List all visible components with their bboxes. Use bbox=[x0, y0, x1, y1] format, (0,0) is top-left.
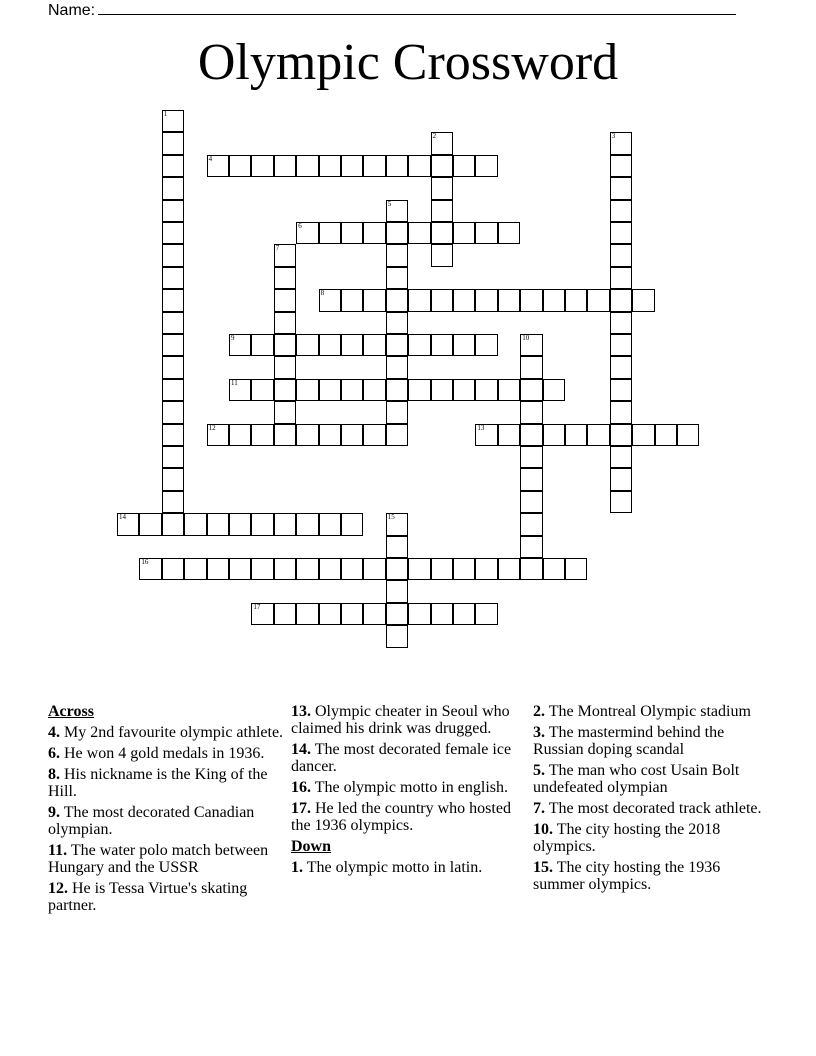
grid-cell[interactable] bbox=[341, 155, 363, 177]
grid-cell[interactable] bbox=[543, 379, 565, 401]
down-clue bbox=[533, 703, 763, 720]
grid-cell[interactable] bbox=[431, 289, 453, 311]
across-clue bbox=[48, 766, 284, 800]
grid-cell[interactable] bbox=[520, 491, 542, 513]
grid-cell[interactable] bbox=[162, 200, 184, 222]
grid-cell[interactable] bbox=[543, 424, 565, 446]
grid-cell[interactable] bbox=[386, 536, 408, 558]
grid-cell[interactable] bbox=[453, 222, 475, 244]
grid-cell[interactable] bbox=[386, 356, 408, 378]
grid-cell[interactable] bbox=[431, 177, 453, 199]
grid-cell[interactable] bbox=[162, 155, 184, 177]
grid-cell[interactable] bbox=[274, 513, 296, 535]
clue-text: Olympic cheater in Seoul who claimed his drink was drugged. bbox=[291, 703, 510, 737]
grid-cell[interactable] bbox=[229, 513, 251, 535]
clue-text: The olympic motto in english. bbox=[311, 779, 509, 796]
clue-number: 14. bbox=[291, 741, 311, 758]
grid-cell[interactable] bbox=[274, 312, 296, 334]
grid-cell[interactable] bbox=[431, 155, 453, 177]
grid-cell[interactable] bbox=[207, 155, 229, 177]
grid-cell[interactable] bbox=[251, 424, 273, 446]
grid-cell[interactable] bbox=[162, 110, 184, 132]
across-heading: Across bbox=[48, 703, 94, 720]
grid-cell[interactable] bbox=[139, 513, 161, 535]
grid-cell[interactable] bbox=[319, 289, 341, 311]
cell-number: 16 bbox=[141, 558, 149, 566]
grid-cell[interactable] bbox=[610, 312, 632, 334]
grid-cell[interactable] bbox=[431, 132, 453, 154]
grid-cell[interactable] bbox=[498, 289, 520, 311]
grid-cell[interactable] bbox=[274, 244, 296, 266]
grid-cell[interactable] bbox=[386, 244, 408, 266]
grid-cell[interactable] bbox=[363, 603, 385, 625]
grid-cell[interactable] bbox=[431, 334, 453, 356]
grid-cell[interactable] bbox=[386, 401, 408, 423]
grid-cell[interactable] bbox=[520, 513, 542, 535]
grid-cell[interactable] bbox=[274, 401, 296, 423]
grid-cell[interactable] bbox=[610, 289, 632, 311]
cell-number: 17 bbox=[253, 602, 261, 611]
grid-cell[interactable] bbox=[162, 312, 184, 334]
grid-cell[interactable] bbox=[363, 334, 385, 356]
clue-text: The olympic motto in latin. bbox=[303, 859, 483, 876]
grid-cell[interactable] bbox=[162, 424, 184, 446]
grid-cell[interactable] bbox=[386, 289, 408, 311]
grid-cell[interactable] bbox=[431, 200, 453, 222]
clue-number: 11. bbox=[48, 842, 68, 859]
grid-cell[interactable] bbox=[184, 513, 206, 535]
clue-number: 10. bbox=[533, 821, 553, 838]
across-clue bbox=[291, 800, 521, 834]
grid-cell[interactable] bbox=[319, 603, 341, 625]
grid-cell[interactable] bbox=[610, 424, 632, 446]
grid-cell[interactable] bbox=[408, 379, 430, 401]
grid-cell[interactable] bbox=[475, 424, 497, 446]
grid-cell[interactable] bbox=[341, 334, 363, 356]
grid-cell[interactable] bbox=[520, 536, 542, 558]
grid-cell[interactable] bbox=[565, 289, 587, 311]
grid-cell[interactable] bbox=[296, 603, 318, 625]
grid-cell[interactable] bbox=[319, 424, 341, 446]
clue-number: 12. bbox=[48, 880, 68, 897]
grid-cell[interactable] bbox=[274, 603, 296, 625]
across-clue bbox=[48, 745, 284, 762]
grid-cell[interactable] bbox=[408, 334, 430, 356]
grid-cell[interactable] bbox=[520, 468, 542, 490]
grid-cell[interactable] bbox=[543, 558, 565, 580]
grid-cell[interactable] bbox=[610, 446, 632, 468]
grid-cell[interactable] bbox=[274, 379, 296, 401]
grid-cell[interactable] bbox=[341, 289, 363, 311]
clue-text: He led the country who hosted the 1936 olympics. bbox=[291, 800, 511, 834]
grid-cell[interactable] bbox=[319, 155, 341, 177]
cell-number: 10 bbox=[522, 334, 530, 342]
grid-cell[interactable] bbox=[162, 446, 184, 468]
grid-cell[interactable] bbox=[184, 558, 206, 580]
clue-number: 6. bbox=[48, 745, 60, 762]
grid-cell[interactable] bbox=[363, 222, 385, 244]
grid-cell[interactable] bbox=[319, 513, 341, 535]
grid-cell[interactable] bbox=[475, 155, 497, 177]
grid-cell[interactable] bbox=[610, 356, 632, 378]
grid-cell[interactable] bbox=[386, 267, 408, 289]
grid-cell[interactable] bbox=[207, 513, 229, 535]
grid-cell[interactable] bbox=[162, 289, 184, 311]
grid-cell[interactable] bbox=[162, 267, 184, 289]
grid-cell[interactable] bbox=[363, 424, 385, 446]
grid-cell[interactable] bbox=[162, 379, 184, 401]
grid-cell[interactable] bbox=[274, 558, 296, 580]
grid-cell[interactable] bbox=[229, 558, 251, 580]
grid-cell[interactable] bbox=[117, 513, 139, 535]
grid-cell[interactable] bbox=[162, 491, 184, 513]
across-clue bbox=[48, 724, 284, 741]
clue-number: 13. bbox=[291, 703, 311, 720]
grid-cell[interactable] bbox=[341, 222, 363, 244]
grid-cell[interactable] bbox=[274, 424, 296, 446]
grid-cell[interactable] bbox=[520, 424, 542, 446]
grid-cell[interactable] bbox=[408, 222, 430, 244]
grid-cell[interactable] bbox=[363, 155, 385, 177]
clue-number: 7. bbox=[533, 800, 545, 817]
grid-cell[interactable] bbox=[341, 424, 363, 446]
grid-cell[interactable] bbox=[498, 424, 520, 446]
clue-number: 9. bbox=[48, 804, 60, 821]
grid-cell[interactable] bbox=[498, 558, 520, 580]
grid-cell[interactable] bbox=[386, 222, 408, 244]
grid-cell[interactable] bbox=[453, 379, 475, 401]
grid-cell[interactable] bbox=[251, 558, 273, 580]
grid-cell[interactable] bbox=[229, 379, 251, 401]
grid-cell[interactable] bbox=[319, 379, 341, 401]
clue-number: 3. bbox=[533, 724, 545, 741]
grid-cell[interactable] bbox=[386, 334, 408, 356]
cell-number: 12 bbox=[208, 423, 216, 432]
grid-cell[interactable] bbox=[475, 289, 497, 311]
grid-cell[interactable] bbox=[386, 513, 408, 535]
grid-cell[interactable] bbox=[408, 603, 430, 625]
grid-cell[interactable] bbox=[251, 334, 273, 356]
grid-cell[interactable] bbox=[162, 356, 184, 378]
cell-number: 13 bbox=[477, 423, 485, 432]
grid-cell[interactable] bbox=[475, 558, 497, 580]
clue-text: The mastermind behind the Russian doping scandal bbox=[533, 724, 725, 758]
grid-cell[interactable] bbox=[386, 424, 408, 446]
grid-cell[interactable] bbox=[520, 289, 542, 311]
grid-cell[interactable] bbox=[610, 468, 632, 490]
clue-text: The Montreal Olympic stadium bbox=[545, 703, 751, 720]
grid-cell[interactable] bbox=[319, 558, 341, 580]
across-clue bbox=[291, 741, 521, 775]
clue-number: 8. bbox=[48, 766, 60, 783]
clue-column-1 bbox=[48, 703, 284, 918]
grid-cell[interactable] bbox=[162, 513, 184, 535]
grid-cell[interactable] bbox=[453, 155, 475, 177]
grid-cell[interactable] bbox=[341, 603, 363, 625]
grid-cell[interactable] bbox=[274, 267, 296, 289]
grid-cell[interactable] bbox=[632, 289, 654, 311]
grid-cell[interactable] bbox=[610, 244, 632, 266]
grid-cell[interactable] bbox=[207, 558, 229, 580]
grid-cell[interactable] bbox=[498, 222, 520, 244]
grid-cell[interactable] bbox=[251, 379, 273, 401]
grid-cell[interactable] bbox=[251, 513, 273, 535]
grid-cell[interactable] bbox=[251, 155, 273, 177]
grid-cell[interactable] bbox=[162, 401, 184, 423]
clue-column-2 bbox=[291, 703, 521, 880]
grid-cell[interactable] bbox=[610, 401, 632, 423]
clue-number: 1. bbox=[291, 859, 303, 876]
clue-text: My 2nd favourite olympic athlete. bbox=[60, 724, 284, 741]
grid-cell[interactable] bbox=[162, 222, 184, 244]
down-clue bbox=[533, 762, 763, 796]
grid-cell[interactable] bbox=[386, 603, 408, 625]
grid-cell[interactable] bbox=[475, 379, 497, 401]
grid-cell[interactable] bbox=[610, 132, 632, 154]
clue-number: 4. bbox=[48, 724, 60, 741]
grid-cell[interactable] bbox=[274, 334, 296, 356]
down-clue bbox=[291, 859, 521, 876]
cell-number: 4 bbox=[208, 154, 213, 163]
cell-number: 1 bbox=[163, 110, 168, 118]
grid-cell[interactable] bbox=[274, 155, 296, 177]
grid-cell[interactable] bbox=[655, 424, 677, 446]
grid-cell[interactable] bbox=[229, 424, 251, 446]
grid-cell[interactable] bbox=[408, 289, 430, 311]
grid-cell[interactable] bbox=[520, 379, 542, 401]
down-clue bbox=[533, 800, 763, 817]
cell-number: 8 bbox=[320, 289, 325, 298]
grid-cell[interactable] bbox=[363, 289, 385, 311]
grid-cell[interactable] bbox=[431, 379, 453, 401]
grid-cell[interactable] bbox=[341, 558, 363, 580]
grid-cell[interactable] bbox=[386, 155, 408, 177]
grid-cell[interactable] bbox=[296, 155, 318, 177]
down-clue bbox=[533, 724, 763, 758]
grid-cell[interactable] bbox=[475, 334, 497, 356]
grid-cell[interactable] bbox=[610, 200, 632, 222]
page-title: Olympic Crossword bbox=[197, 34, 619, 91]
grid-cell[interactable] bbox=[610, 267, 632, 289]
grid-cell[interactable] bbox=[386, 625, 408, 647]
clue-number: 17. bbox=[291, 800, 311, 817]
grid-cell[interactable] bbox=[475, 222, 497, 244]
cell-number: 11 bbox=[231, 378, 238, 387]
grid-cell[interactable] bbox=[520, 558, 542, 580]
grid-cell[interactable] bbox=[386, 580, 408, 602]
grid-cell[interactable] bbox=[341, 513, 363, 535]
grid-cell[interactable] bbox=[431, 244, 453, 266]
grid-cell[interactable] bbox=[453, 289, 475, 311]
grid-cell[interactable] bbox=[363, 558, 385, 580]
grid-cell[interactable] bbox=[162, 177, 184, 199]
clue-text: The man who cost Usain Bolt undefeated olympian bbox=[533, 762, 740, 796]
grid-cell[interactable] bbox=[162, 468, 184, 490]
grid-cell[interactable] bbox=[610, 491, 632, 513]
grid-cell[interactable] bbox=[386, 558, 408, 580]
across-clue bbox=[291, 703, 521, 737]
grid-cell[interactable] bbox=[162, 132, 184, 154]
grid-cell[interactable] bbox=[274, 356, 296, 378]
grid-cell[interactable] bbox=[610, 222, 632, 244]
cell-number: 7 bbox=[275, 244, 280, 253]
cell-number: 5 bbox=[387, 199, 392, 208]
clue-text: The most decorated track athlete. bbox=[545, 800, 762, 817]
grid-cell[interactable] bbox=[610, 334, 632, 356]
across-clue bbox=[48, 880, 284, 914]
across-clue bbox=[48, 804, 284, 838]
grid-cell[interactable] bbox=[296, 424, 318, 446]
clue-text: The water polo match between Hungary and the USSR bbox=[48, 842, 269, 876]
clue-text: The most decorated female ice dancer. bbox=[291, 741, 512, 775]
clue-text: The city hosting the 1936 summer olympics. bbox=[533, 859, 721, 893]
down-clue bbox=[533, 821, 763, 855]
down-clue bbox=[533, 859, 763, 893]
grid-cell[interactable] bbox=[162, 244, 184, 266]
grid-cell[interactable] bbox=[274, 289, 296, 311]
grid-cell[interactable] bbox=[610, 155, 632, 177]
grid-cell[interactable] bbox=[520, 401, 542, 423]
cell-number: 9 bbox=[231, 334, 235, 342]
across-clue bbox=[291, 779, 521, 796]
cell-number: 6 bbox=[298, 222, 302, 230]
grid-cell[interactable] bbox=[207, 424, 229, 446]
grid-cell[interactable] bbox=[319, 222, 341, 244]
grid-cell[interactable] bbox=[610, 177, 632, 199]
grid-cell[interactable] bbox=[386, 200, 408, 222]
grid-cell[interactable] bbox=[296, 334, 318, 356]
grid-cell[interactable] bbox=[677, 424, 699, 446]
grid-cell[interactable] bbox=[632, 424, 654, 446]
grid-cell[interactable] bbox=[453, 603, 475, 625]
clue-column-3 bbox=[533, 703, 763, 897]
grid-cell[interactable] bbox=[453, 334, 475, 356]
grid-cell[interactable] bbox=[363, 379, 385, 401]
grid-cell[interactable] bbox=[543, 289, 565, 311]
grid-cell[interactable] bbox=[498, 379, 520, 401]
grid-cell[interactable] bbox=[229, 334, 251, 356]
clue-number: 5. bbox=[533, 762, 545, 779]
cell-number: 14 bbox=[119, 513, 126, 522]
grid-cell[interactable] bbox=[453, 558, 475, 580]
grid-cell[interactable] bbox=[520, 446, 542, 468]
grid-cell[interactable] bbox=[610, 379, 632, 401]
grid-cell[interactable] bbox=[475, 603, 497, 625]
grid-cell[interactable] bbox=[139, 558, 161, 580]
grid-cell[interactable] bbox=[520, 334, 542, 356]
grid-cell[interactable] bbox=[520, 356, 542, 378]
clue-number: 15. bbox=[533, 859, 553, 876]
grid-cell[interactable] bbox=[319, 334, 341, 356]
grid-cell[interactable] bbox=[296, 513, 318, 535]
grid-cell[interactable] bbox=[296, 379, 318, 401]
grid-cell[interactable] bbox=[587, 289, 609, 311]
down-heading: Down bbox=[291, 838, 332, 855]
grid-cell[interactable] bbox=[296, 222, 318, 244]
cell-number: 2 bbox=[432, 132, 437, 141]
grid-cell[interactable] bbox=[229, 155, 251, 177]
clue-text: He is Tessa Virtue's skating partner. bbox=[48, 880, 248, 914]
grid-cell[interactable] bbox=[408, 558, 430, 580]
clue-text: His nickname is the King of the Hill. bbox=[48, 766, 268, 800]
grid-cell[interactable] bbox=[162, 558, 184, 580]
clue-number: 16. bbox=[291, 779, 311, 796]
clue-text: The most decorated Canadian olympian. bbox=[48, 804, 255, 838]
clue-text: He won 4 gold medals in 1936. bbox=[60, 745, 265, 762]
across-clue bbox=[48, 842, 284, 876]
grid-cell[interactable] bbox=[431, 222, 453, 244]
name-label: Name: bbox=[48, 2, 96, 19]
cell-number: 15 bbox=[387, 513, 395, 522]
grid-cell[interactable] bbox=[341, 379, 363, 401]
clue-text: The city hosting the 2018 olympics. bbox=[533, 821, 721, 855]
grid-cell[interactable] bbox=[386, 312, 408, 334]
grid-cell[interactable] bbox=[587, 424, 609, 446]
grid-cell[interactable] bbox=[251, 603, 273, 625]
grid-cell[interactable] bbox=[296, 558, 318, 580]
clue-number: 2. bbox=[533, 703, 545, 720]
grid-cell[interactable] bbox=[565, 424, 587, 446]
grid-cell[interactable] bbox=[431, 558, 453, 580]
grid-cell[interactable] bbox=[431, 603, 453, 625]
grid-cell[interactable] bbox=[408, 155, 430, 177]
grid-cell[interactable] bbox=[386, 379, 408, 401]
cell-number: 3 bbox=[611, 132, 616, 141]
grid-cell[interactable] bbox=[565, 558, 587, 580]
grid-cell[interactable] bbox=[162, 334, 184, 356]
